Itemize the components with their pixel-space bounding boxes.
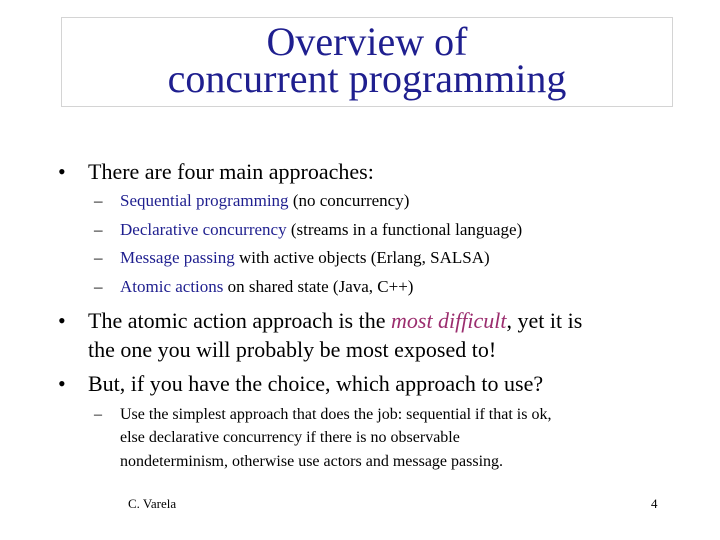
bullet-text-pre: The atomic action approach is the (88, 308, 391, 333)
bullet-marker: • (58, 159, 66, 184)
bullet-text-post: , yet it is (506, 308, 583, 333)
page-number: 4 (651, 496, 658, 511)
bullet-atomic-difficult-line2: the one you will probably be most exposed to! (88, 337, 497, 362)
dash-marker: – (94, 220, 103, 239)
sub-item-highlight: Sequential programming (120, 191, 289, 210)
sub-item-rest: with active objects (Erlang, SALSA) (234, 248, 490, 267)
bullet-emphasis: most difficult (391, 308, 507, 333)
bullet-text: But, if you have the choice, which approach to use? (88, 371, 544, 396)
bullet-marker: • (58, 308, 66, 333)
bullet-marker: • (58, 371, 66, 396)
dash-marker: – (94, 191, 103, 210)
footer-author: C. Varela (128, 496, 177, 511)
sub-item-highlight: Message passing (120, 248, 235, 267)
title-line-1: Overview of (266, 19, 468, 64)
bullet-text: There are four main approaches: (88, 159, 374, 184)
dash-marker: – (94, 277, 103, 296)
advice-line-2: else declarative concurrency if there is no observable (120, 429, 460, 446)
sub-item-rest: (no concurrency) (288, 191, 410, 210)
title-line-2: concurrent programming (167, 56, 567, 101)
dash-marker: – (94, 248, 103, 267)
sub-item-highlight: Atomic actions (120, 277, 224, 296)
sub-item-rest: (streams in a functional language) (286, 220, 523, 239)
sub-item-highlight: Declarative concurrency (120, 220, 287, 239)
sub-item-rest: on shared state (Java, C++) (223, 277, 414, 296)
advice-line-1: Use the simplest approach that does the job: sequential if that is ok, (120, 406, 552, 423)
slide-title (61, 17, 673, 107)
dash-marker: – (94, 406, 102, 423)
advice-line-3: nondeterminism, otherwise use actors and message passing. (120, 453, 504, 470)
